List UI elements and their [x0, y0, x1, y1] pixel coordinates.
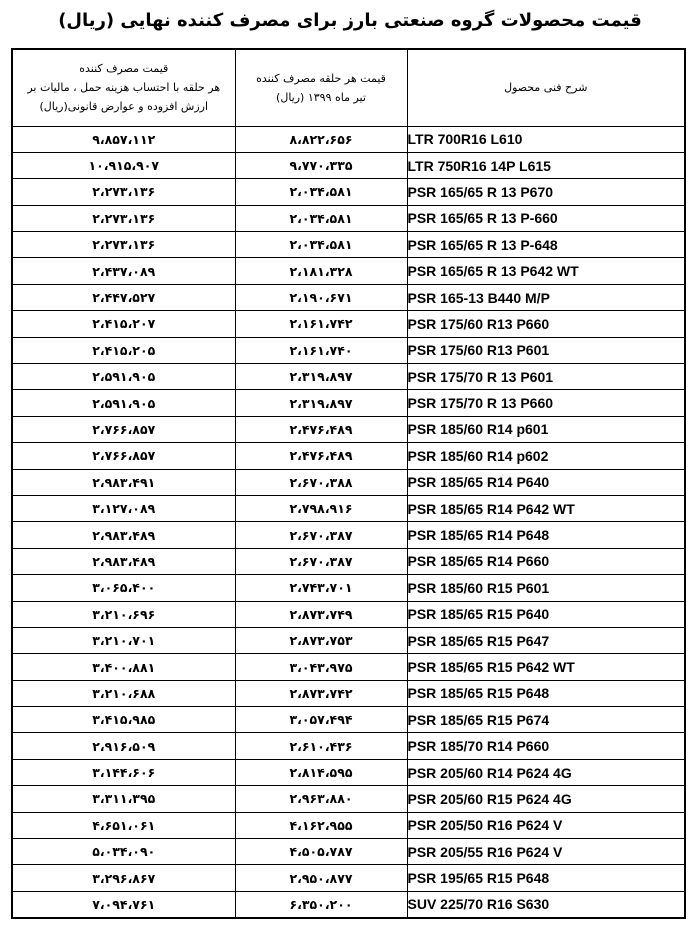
- description-cell: SUV 225/70 R16 S630: [407, 891, 685, 917]
- description-cell: PSR 185/65 R15 P642 WT: [407, 654, 685, 680]
- description-cell: PSR 185/65 R15 P640: [407, 601, 685, 627]
- table-row: [12, 469, 685, 495]
- total-price-cell: ۲،۹۸۳،۴۸۹: [12, 548, 235, 574]
- total-price-cell: ۳،۱۴۴،۶۰۶: [12, 759, 235, 785]
- unit-price-cell: ۲،۰۳۴،۵۸۱: [235, 205, 407, 231]
- table-header-row: [12, 49, 685, 126]
- description-cell: PSR 185/65 R15 P648: [407, 680, 685, 706]
- table-row: [12, 680, 685, 706]
- total-price-cell: ۲،۲۷۳،۱۳۶: [12, 179, 235, 205]
- unit-price-cell: ۲،۸۷۳،۷۴۲: [235, 680, 407, 706]
- description-cell: PSR 175/70 R 13 P601: [407, 364, 685, 390]
- table-row: [12, 627, 685, 653]
- unit-price-cell: ۲،۱۹۰،۶۷۱: [235, 284, 407, 310]
- price-table: [11, 48, 686, 919]
- unit-price-cell: ۲،۱۸۱،۳۲۸: [235, 258, 407, 284]
- description-cell: LTR 700R16 L610: [407, 126, 685, 152]
- table-row: [12, 733, 685, 759]
- table-row: [12, 152, 685, 178]
- unit-price-cell: ۲،۰۳۴،۵۸۱: [235, 179, 407, 205]
- total-price-cell: ۷،۰۹۴،۷۶۱: [12, 891, 235, 917]
- description-cell: PSR 205/55 R16 P624 V: [407, 839, 685, 865]
- header-unit-price: قیمت هر حلقه مصرف کننده تیر ماه ۱۳۹۹ (ریال): [235, 49, 407, 126]
- total-price-cell: ۳،۴۰۰،۸۸۱: [12, 654, 235, 680]
- unit-price-cell: ۳،۰۴۳،۹۷۵: [235, 654, 407, 680]
- total-price-cell: ۳،۲۱۰،۷۰۱: [12, 627, 235, 653]
- table-row: [12, 601, 685, 627]
- total-price-cell: ۳،۲۹۶،۸۶۷: [12, 865, 235, 891]
- description-cell: PSR 185/65 R14 P660: [407, 548, 685, 574]
- total-price-cell: ۲،۵۹۱،۹۰۵: [12, 390, 235, 416]
- unit-price-cell: ۲،۸۱۴،۵۹۵: [235, 759, 407, 785]
- description-cell: PSR 185/65 R14 P642 WT: [407, 495, 685, 521]
- total-price-cell: ۳،۲۱۰،۶۹۶: [12, 601, 235, 627]
- total-price-cell: ۴،۶۵۱،۰۶۱: [12, 812, 235, 838]
- unit-price-cell: ۹،۷۷۰،۳۳۵: [235, 152, 407, 178]
- total-price-cell: ۳،۲۱۰،۶۸۸: [12, 680, 235, 706]
- description-cell: PSR 185/65 R15 P647: [407, 627, 685, 653]
- unit-price-cell: ۲،۱۶۱،۷۴۰: [235, 337, 407, 363]
- total-price-cell: ۲،۹۱۶،۵۰۹: [12, 733, 235, 759]
- description-cell: PSR 165/65 R 13 P-660: [407, 205, 685, 231]
- unit-price-cell: ۲،۷۹۸،۹۱۶: [235, 495, 407, 521]
- description-cell: PSR 185/70 R14 P660: [407, 733, 685, 759]
- total-price-cell: ۲،۴۱۵،۲۰۷: [12, 311, 235, 337]
- total-price-cell: ۳،۳۱۱،۳۹۵: [12, 786, 235, 812]
- total-price-cell: ۲،۵۹۱،۹۰۵: [12, 364, 235, 390]
- header-description: شرح فنی محصول: [407, 49, 685, 126]
- description-cell: PSR 165/65 R 13 P642 WT: [407, 258, 685, 284]
- unit-price-cell: ۲،۹۵۰،۸۷۷: [235, 865, 407, 891]
- total-price-cell: ۲،۴۳۷،۰۸۹: [12, 258, 235, 284]
- table-row: [12, 232, 685, 258]
- total-price-cell: ۲،۴۱۵،۲۰۵: [12, 337, 235, 363]
- table-row: [12, 390, 685, 416]
- table-row: [12, 284, 685, 310]
- description-cell: PSR 185/65 R15 P674: [407, 707, 685, 733]
- description-cell: PSR 185/60 R15 P601: [407, 575, 685, 601]
- unit-price-cell: ۴،۵۰۵،۷۸۷: [235, 839, 407, 865]
- total-price-cell: ۳،۴۱۵،۹۸۵: [12, 707, 235, 733]
- table-row: [12, 311, 685, 337]
- unit-price-cell: ۲،۷۴۳،۷۰۱: [235, 575, 407, 601]
- description-cell: LTR 750R16 14P L615: [407, 152, 685, 178]
- unit-price-cell: ۲،۶۷۰،۳۸۸: [235, 469, 407, 495]
- table-row: [12, 707, 685, 733]
- table-row: [12, 812, 685, 838]
- table-row: [12, 416, 685, 442]
- unit-price-cell: ۲،۶۱۰،۴۳۶: [235, 733, 407, 759]
- header-total-price: قیمت مصرف کننده هر حلقه با احتساب هزینه حمل ، مالیات بر ارزش افزوده و عوارض قانونی(ریال): [12, 49, 235, 126]
- table-row: [12, 891, 685, 917]
- page-title: قیمت محصولات گروه صنعتی بارز برای مصرف کننده نهایی (ریال): [58, 10, 642, 31]
- unit-price-cell: ۲،۶۷۰،۳۸۷: [235, 548, 407, 574]
- table-row: [12, 548, 685, 574]
- unit-price-cell: ۲،۴۷۶،۴۸۹: [235, 416, 407, 442]
- total-price-cell: ۲،۴۴۷،۵۲۷: [12, 284, 235, 310]
- description-cell: PSR 205/60 R15 P624 4G: [407, 786, 685, 812]
- total-price-cell: ۳،۱۲۷،۰۸۹: [12, 495, 235, 521]
- table-row: [12, 759, 685, 785]
- table-row: [12, 654, 685, 680]
- table-row: [12, 258, 685, 284]
- total-price-cell: ۱۰،۹۱۵،۹۰۷: [12, 152, 235, 178]
- total-price-cell: ۵،۰۳۴،۰۹۰: [12, 839, 235, 865]
- unit-price-cell: ۳،۰۵۷،۴۹۴: [235, 707, 407, 733]
- unit-price-cell: ۲،۸۷۳،۷۵۳: [235, 627, 407, 653]
- table-body: [12, 126, 685, 918]
- table-row: [12, 495, 685, 521]
- unit-price-cell: ۲،۱۶۱،۷۴۲: [235, 311, 407, 337]
- total-price-cell: ۳،۰۶۵،۴۰۰: [12, 575, 235, 601]
- unit-price-cell: ۸،۸۲۲،۶۵۶: [235, 126, 407, 152]
- total-price-cell: ۲،۹۸۳،۴۹۱: [12, 469, 235, 495]
- description-cell: PSR 185/60 R14 p601: [407, 416, 685, 442]
- unit-price-cell: ۲،۳۱۹،۸۹۷: [235, 390, 407, 416]
- total-price-cell: ۲،۲۷۳،۱۳۶: [12, 232, 235, 258]
- total-price-cell: ۹،۸۵۷،۱۱۲: [12, 126, 235, 152]
- table-row: [12, 337, 685, 363]
- table-row: [12, 865, 685, 891]
- table-row: [12, 839, 685, 865]
- unit-price-cell: ۴،۱۶۲،۹۵۵: [235, 812, 407, 838]
- table-row: [12, 575, 685, 601]
- table-row: [12, 179, 685, 205]
- description-cell: PSR 195/65 R15 P648: [407, 865, 685, 891]
- description-cell: PSR 175/60 R13 P601: [407, 337, 685, 363]
- table-row: [12, 126, 685, 152]
- description-cell: PSR 185/65 R14 P648: [407, 522, 685, 548]
- unit-price-cell: ۲،۶۷۰،۳۸۷: [235, 522, 407, 548]
- table-row: [12, 364, 685, 390]
- description-cell: PSR 165/65 R 13 P670: [407, 179, 685, 205]
- table-row: [12, 443, 685, 469]
- unit-price-cell: ۶،۳۵۰،۲۰۰: [235, 891, 407, 917]
- total-price-cell: ۲،۲۷۳،۱۳۶: [12, 205, 235, 231]
- total-price-cell: ۲،۷۶۶،۸۵۷: [12, 443, 235, 469]
- description-cell: PSR 175/70 R 13 P660: [407, 390, 685, 416]
- unit-price-cell: ۲،۸۷۳،۷۴۹: [235, 601, 407, 627]
- description-cell: PSR 185/60 R14 p602: [407, 443, 685, 469]
- total-price-cell: ۲،۷۶۶،۸۵۷: [12, 416, 235, 442]
- description-cell: PSR 205/50 R16 P624 V: [407, 812, 685, 838]
- total-price-cell: ۲،۹۸۳،۴۸۹: [12, 522, 235, 548]
- table-row: [12, 205, 685, 231]
- description-cell: PSR 205/60 R14 P624 4G: [407, 759, 685, 785]
- unit-price-cell: ۲،۹۶۳،۸۸۰: [235, 786, 407, 812]
- description-cell: PSR 185/65 R14 P640: [407, 469, 685, 495]
- description-cell: PSR 165/65 R 13 P-648: [407, 232, 685, 258]
- unit-price-cell: ۲،۳۱۹،۸۹۷: [235, 364, 407, 390]
- table-row: [12, 522, 685, 548]
- unit-price-cell: ۲،۴۷۶،۴۸۹: [235, 443, 407, 469]
- table-row: [12, 786, 685, 812]
- description-cell: PSR 175/60 R13 P660: [407, 311, 685, 337]
- description-cell: PSR 165-13 B440 M/P: [407, 284, 685, 310]
- unit-price-cell: ۲،۰۳۴،۵۸۱: [235, 232, 407, 258]
